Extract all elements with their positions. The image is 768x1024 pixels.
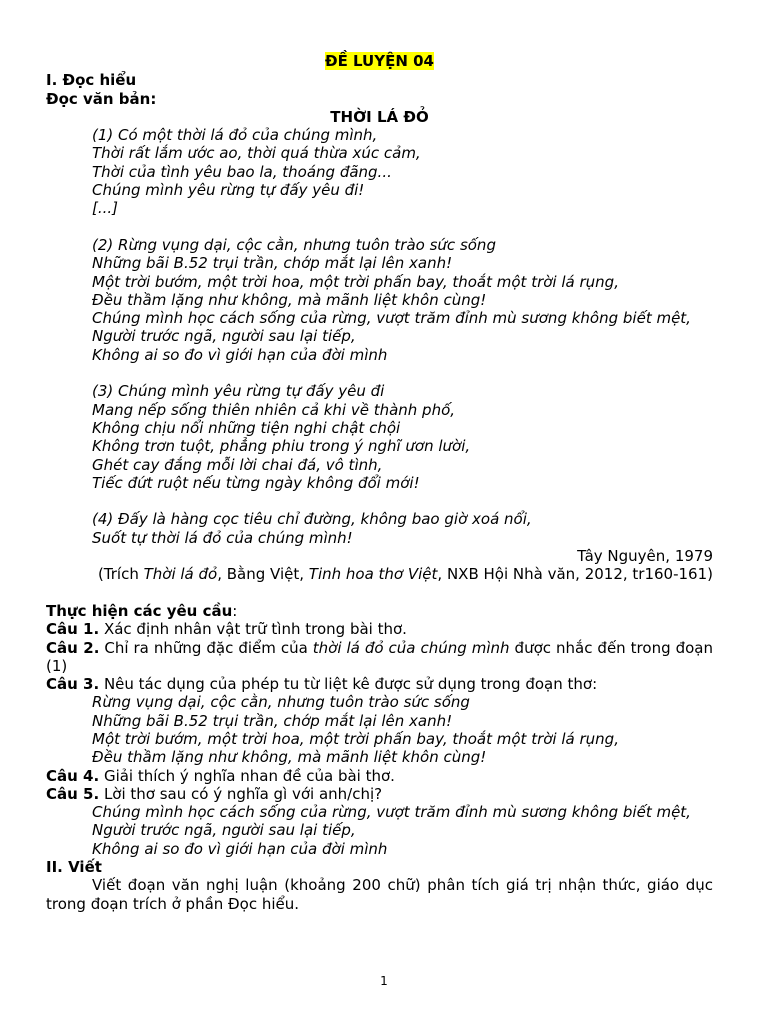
question-1: Câu 1. Xác định nhân vật trữ tình trong bài thơ. <box>46 620 407 639</box>
poem-line: [...] <box>92 199 119 218</box>
poem-line: Một trời bướm, một trời hoa, một trời phấn bay, thoắt một trời lá rụng, <box>92 272 619 291</box>
question-4: Câu 4. Giải thích ý nghĩa nhan đề của bài thơ. <box>46 766 395 785</box>
question-2: Câu 2. Chỉ ra những đặc điểm của thời lá đỏ của chúng mình được nhắc đến trong đoạn (1) <box>46 638 713 675</box>
poem-line: Không ai so đo vì giới hạn của đời mình <box>92 345 388 364</box>
document-page <box>46 52 713 913</box>
section-writing-heading: II. Viết <box>46 858 102 877</box>
poem-line: (4) Đấy là hàng cọc tiêu chỉ đường, không bao giờ xoá nổi, <box>92 510 532 529</box>
quote-line: Rừng vụng dại, cộc cằn, nhưng tuôn trào sức sống <box>92 693 470 712</box>
quote-line: Một trời bướm, một trời hoa, một trời phấn bay, thoắt một trời lá rụng, <box>92 729 619 748</box>
section-reading-heading: I. Đọc hiểu <box>46 71 137 90</box>
poem-line: Chúng mình học cách sống của rừng, vượt trăm đỉnh mù sương không biết mệt, <box>92 309 691 328</box>
poem-line: Không trơn tuột, phẳng phiu trong ý nghĩ ươn lười, <box>92 437 471 456</box>
poem-line: (2) Rừng vụng dại, cộc cằn, nhưng tuôn trào sức sống <box>92 235 496 254</box>
read-label: Đọc văn bản: <box>46 89 157 108</box>
quote-line: Đều thầm lặng như không, mà mãnh liệt khôn cùng! <box>92 748 487 767</box>
poem-title: THỜI LÁ ĐỎ <box>330 107 429 126</box>
quote-line: Người trước ngã, người sau lại tiếp, <box>92 821 356 840</box>
source-citation: (Trích Thời lá đỏ, Bằng Việt, Tinh hoa thơ Việt, NXB Hội Nhà văn, 2012, tr160-161) <box>97 565 713 584</box>
place-date: Tây Nguyên, 1979 <box>577 547 713 566</box>
stanza-2 <box>46 236 713 364</box>
question-5-quote <box>46 803 713 858</box>
poem-line: Những bãi B.52 trụi trần, chớp mắt lại lên xanh! <box>92 254 453 273</box>
poem-line: Mang nếp sống thiên nhiên cả khi về thành phố, <box>92 400 456 419</box>
poem-line: Đều thầm lặng như không, mà mãnh liệt khôn cùng! <box>92 290 487 309</box>
poem-line: Chúng mình yêu rừng tự đấy yêu đi! <box>92 181 365 200</box>
poem-line: Thời của tình yêu bao la, thoáng đãng... <box>92 162 392 181</box>
stanza-3 <box>46 382 713 492</box>
poem-line: Người trước ngã, người sau lại tiếp, <box>92 327 356 346</box>
quote-line: Chúng mình học cách sống của rừng, vượt trăm đỉnh mù sương không biết mệt, <box>92 803 691 822</box>
question-5: Câu 5. Lời thơ sau có ý nghĩa gì với anh/chị? <box>46 784 383 803</box>
quote-line: Những bãi B.52 trụi trần, chớp mắt lại lên xanh! <box>92 711 453 730</box>
poem-line: (3) Chúng mình yêu rừng tự đấy yêu đi <box>92 382 385 401</box>
poem-line: Thời rất lắm ước ao, thời quá thừa xúc cảm, <box>92 144 421 163</box>
writing-task: Viết đoạn văn nghị luận (khoảng 200 chữ) phân tích giá trị nhận thức, giáo dục trong đoạn trích ở phần Đọc hiểu. <box>46 876 713 913</box>
poem-line: Suốt tự thời lá đỏ của chúng mình! <box>92 528 353 547</box>
stanza-1 <box>46 126 713 217</box>
quote-line: Không ai so đo vì giới hạn của đời mình <box>92 839 388 858</box>
question-3: Câu 3. Nêu tác dụng của phép tu từ liệt kê được sử dụng trong đoạn thơ: <box>46 675 598 694</box>
tasks-heading: Thực hiện các yêu cầu: <box>46 601 238 620</box>
poem-line: Không chịu nổi những tiện nghi chật chội <box>92 418 401 437</box>
poem-line: Ghét cay đắng mỗi lời chai đá, vô tình, <box>92 455 383 474</box>
exam-title: ĐỀ LUYỆN 04 <box>325 52 434 70</box>
poem-line: (1) Có một thời lá đỏ của chúng mình, <box>92 126 378 145</box>
stanza-4 <box>46 510 713 547</box>
question-3-quote <box>46 693 713 766</box>
poem-line: Tiếc đứt ruột nếu từng ngày không đổi mới! <box>92 473 420 492</box>
page-number: 1 <box>380 974 388 988</box>
